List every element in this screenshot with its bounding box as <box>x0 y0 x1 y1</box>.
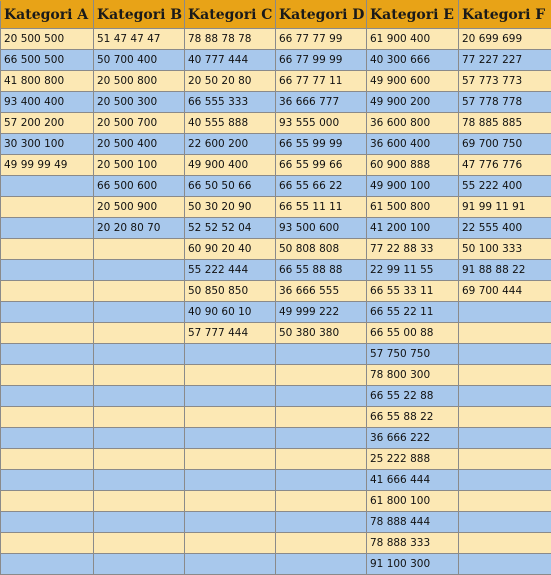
column-header-kategori-a: Kategori A <box>1 1 94 29</box>
table-cell: 91 99 11 91 <box>459 197 551 218</box>
table-cell <box>185 491 276 512</box>
table-cell <box>459 512 551 533</box>
table-cell: 22 99 11 55 <box>367 260 459 281</box>
table-cell <box>185 344 276 365</box>
table-cell: 57 200 200 <box>1 113 94 134</box>
column-header-kategori-d: Kategori D <box>276 1 367 29</box>
table-cell: 66 500 500 <box>1 50 94 71</box>
table-cell: 50 700 400 <box>94 50 185 71</box>
table-cell: 50 30 20 90 <box>185 197 276 218</box>
table-row <box>1 449 551 470</box>
table-cell: 61 900 400 <box>367 29 459 50</box>
table-cell: 20 500 900 <box>94 197 185 218</box>
table-cell: 66 55 00 88 <box>367 323 459 344</box>
table-cell: 20 500 300 <box>94 92 185 113</box>
table-cell: 66 55 66 22 <box>276 176 367 197</box>
table-cell <box>1 407 94 428</box>
table-cell <box>94 323 185 344</box>
table-cell: 66 77 77 99 <box>276 29 367 50</box>
table-cell <box>185 386 276 407</box>
table-cell: 57 773 773 <box>459 71 551 92</box>
table-cell: 93 500 600 <box>276 218 367 239</box>
table-cell <box>459 365 551 386</box>
table-cell <box>185 449 276 470</box>
table-cell: 66 77 99 99 <box>276 50 367 71</box>
column-header-kategori-b: Kategori B <box>94 1 185 29</box>
table-cell: 50 100 333 <box>459 239 551 260</box>
table-cell <box>276 449 367 470</box>
table-cell: 52 52 52 04 <box>185 218 276 239</box>
table-cell <box>1 344 94 365</box>
table-cell: 47 776 776 <box>459 155 551 176</box>
table-cell <box>459 533 551 554</box>
table-cell: 40 300 666 <box>367 50 459 71</box>
table-row <box>1 470 551 491</box>
table-cell <box>94 407 185 428</box>
table-cell <box>185 533 276 554</box>
table-cell: 40 555 888 <box>185 113 276 134</box>
table-row <box>1 239 551 260</box>
table-cell: 49 900 200 <box>367 92 459 113</box>
table-row <box>1 302 551 323</box>
table-cell: 66 55 22 11 <box>367 302 459 323</box>
table-cell <box>459 344 551 365</box>
table-cell <box>94 554 185 575</box>
table-cell: 57 777 444 <box>185 323 276 344</box>
table-cell: 66 55 99 99 <box>276 134 367 155</box>
column-header-kategori-c: Kategori C <box>185 1 276 29</box>
table-cell: 91 88 88 22 <box>459 260 551 281</box>
column-header-kategori-e: Kategori E <box>367 1 459 29</box>
table-cell: 20 500 700 <box>94 113 185 134</box>
table-cell: 78 800 300 <box>367 365 459 386</box>
table-row <box>1 512 551 533</box>
table-row <box>1 113 551 134</box>
table-cell: 66 50 50 66 <box>185 176 276 197</box>
table-row <box>1 29 551 50</box>
table-row <box>1 533 551 554</box>
table-row <box>1 134 551 155</box>
table-cell <box>1 197 94 218</box>
table-cell: 20 50 20 80 <box>185 71 276 92</box>
table-cell <box>459 386 551 407</box>
table-cell <box>1 386 94 407</box>
table-cell: 77 227 227 <box>459 50 551 71</box>
table-cell: 36 600 400 <box>367 134 459 155</box>
table-cell <box>276 428 367 449</box>
table-cell <box>276 470 367 491</box>
table-cell: 20 20 80 70 <box>94 218 185 239</box>
table-cell: 55 222 400 <box>459 176 551 197</box>
table-cell <box>276 512 367 533</box>
table-cell <box>94 470 185 491</box>
table-cell <box>1 491 94 512</box>
table-cell: 50 380 380 <box>276 323 367 344</box>
table-cell <box>1 365 94 386</box>
table-cell: 41 800 800 <box>1 71 94 92</box>
table-cell: 60 900 888 <box>367 155 459 176</box>
table-cell: 20 699 699 <box>459 29 551 50</box>
table-cell: 66 77 77 11 <box>276 71 367 92</box>
table-cell: 41 200 100 <box>367 218 459 239</box>
table-cell <box>94 365 185 386</box>
table-row <box>1 92 551 113</box>
table-cell: 49 900 600 <box>367 71 459 92</box>
table-cell: 51 47 47 47 <box>94 29 185 50</box>
table-cell <box>276 386 367 407</box>
header-row <box>1 1 551 29</box>
table-cell <box>94 302 185 323</box>
table-cell <box>185 554 276 575</box>
table-cell: 30 300 100 <box>1 134 94 155</box>
table-cell: 36 600 800 <box>367 113 459 134</box>
table-row <box>1 428 551 449</box>
table-cell <box>1 512 94 533</box>
table-cell <box>185 365 276 386</box>
table-cell <box>1 260 94 281</box>
table-cell <box>459 407 551 428</box>
table-cell <box>1 428 94 449</box>
table-cell <box>94 386 185 407</box>
table-row <box>1 407 551 428</box>
table-cell: 22 555 400 <box>459 218 551 239</box>
table-cell <box>185 428 276 449</box>
table-cell <box>459 470 551 491</box>
table-row <box>1 554 551 575</box>
table-cell: 66 55 33 11 <box>367 281 459 302</box>
table-cell: 36 666 222 <box>367 428 459 449</box>
table-cell <box>1 302 94 323</box>
table-cell: 40 777 444 <box>185 50 276 71</box>
table-cell <box>276 407 367 428</box>
table-cell: 69 700 444 <box>459 281 551 302</box>
table-cell <box>94 533 185 554</box>
table-cell <box>276 491 367 512</box>
table-cell <box>276 533 367 554</box>
table-cell: 20 500 100 <box>94 155 185 176</box>
table-row <box>1 281 551 302</box>
table-row <box>1 323 551 344</box>
table-row <box>1 260 551 281</box>
table-cell: 66 55 22 88 <box>367 386 459 407</box>
table-cell: 41 666 444 <box>367 470 459 491</box>
table-cell: 77 22 88 33 <box>367 239 459 260</box>
table-cell: 49 900 400 <box>185 155 276 176</box>
table-cell: 20 500 800 <box>94 71 185 92</box>
table-row <box>1 50 551 71</box>
table-cell: 49 900 100 <box>367 176 459 197</box>
table-cell: 91 100 300 <box>367 554 459 575</box>
table-cell <box>1 176 94 197</box>
table-cell: 40 90 60 10 <box>185 302 276 323</box>
table-cell: 93 555 000 <box>276 113 367 134</box>
table-cell <box>459 428 551 449</box>
table-cell: 69 700 750 <box>459 134 551 155</box>
table-row <box>1 71 551 92</box>
table-cell: 50 808 808 <box>276 239 367 260</box>
table-row <box>1 218 551 239</box>
table-cell: 66 555 333 <box>185 92 276 113</box>
table-cell: 78 88 78 78 <box>185 29 276 50</box>
table-cell: 78 885 885 <box>459 113 551 134</box>
table-cell <box>459 449 551 470</box>
table-cell: 20 500 500 <box>1 29 94 50</box>
table-cell: 36 666 555 <box>276 281 367 302</box>
table-cell <box>94 260 185 281</box>
table-row <box>1 155 551 176</box>
table-row <box>1 365 551 386</box>
table-cell <box>94 428 185 449</box>
table-cell <box>94 344 185 365</box>
table-body <box>1 29 551 575</box>
table-cell <box>459 302 551 323</box>
table-cell <box>276 365 367 386</box>
table-cell <box>1 281 94 302</box>
table-cell <box>94 449 185 470</box>
table-cell <box>94 281 185 302</box>
table-cell: 93 400 400 <box>1 92 94 113</box>
table-cell: 61 500 800 <box>367 197 459 218</box>
table-cell <box>185 512 276 533</box>
table-cell: 78 888 333 <box>367 533 459 554</box>
table-cell <box>1 239 94 260</box>
table-cell <box>1 323 94 344</box>
table-cell <box>94 491 185 512</box>
table-cell: 60 90 20 40 <box>185 239 276 260</box>
table-cell: 36 666 777 <box>276 92 367 113</box>
table-cell <box>1 554 94 575</box>
table-cell: 66 55 99 66 <box>276 155 367 176</box>
table-row <box>1 491 551 512</box>
table-cell: 25 222 888 <box>367 449 459 470</box>
table-cell <box>94 239 185 260</box>
table-cell: 20 500 400 <box>94 134 185 155</box>
table-cell: 55 222 444 <box>185 260 276 281</box>
table-cell <box>185 470 276 491</box>
table-row <box>1 197 551 218</box>
table-cell: 57 750 750 <box>367 344 459 365</box>
table-cell <box>459 554 551 575</box>
table-cell <box>1 470 94 491</box>
table-cell <box>459 491 551 512</box>
table-cell: 66 55 88 88 <box>276 260 367 281</box>
table-cell: 66 500 600 <box>94 176 185 197</box>
table-cell: 49 999 222 <box>276 302 367 323</box>
table-cell: 66 55 11 11 <box>276 197 367 218</box>
table-cell <box>185 407 276 428</box>
table-row <box>1 344 551 365</box>
table-cell <box>276 554 367 575</box>
column-header-kategori-f: Kategori F <box>459 1 551 29</box>
table-cell <box>459 323 551 344</box>
table-cell <box>1 449 94 470</box>
table-cell: 50 850 850 <box>185 281 276 302</box>
table-row <box>1 386 551 407</box>
table-cell <box>1 218 94 239</box>
table-cell: 57 778 778 <box>459 92 551 113</box>
table-cell <box>276 344 367 365</box>
table-row <box>1 176 551 197</box>
table-cell <box>94 512 185 533</box>
table-cell: 61 800 100 <box>367 491 459 512</box>
table-cell: 78 888 444 <box>367 512 459 533</box>
table-cell: 22 600 200 <box>185 134 276 155</box>
table-cell <box>1 533 94 554</box>
table-cell: 49 99 99 49 <box>1 155 94 176</box>
table-cell: 66 55 88 22 <box>367 407 459 428</box>
